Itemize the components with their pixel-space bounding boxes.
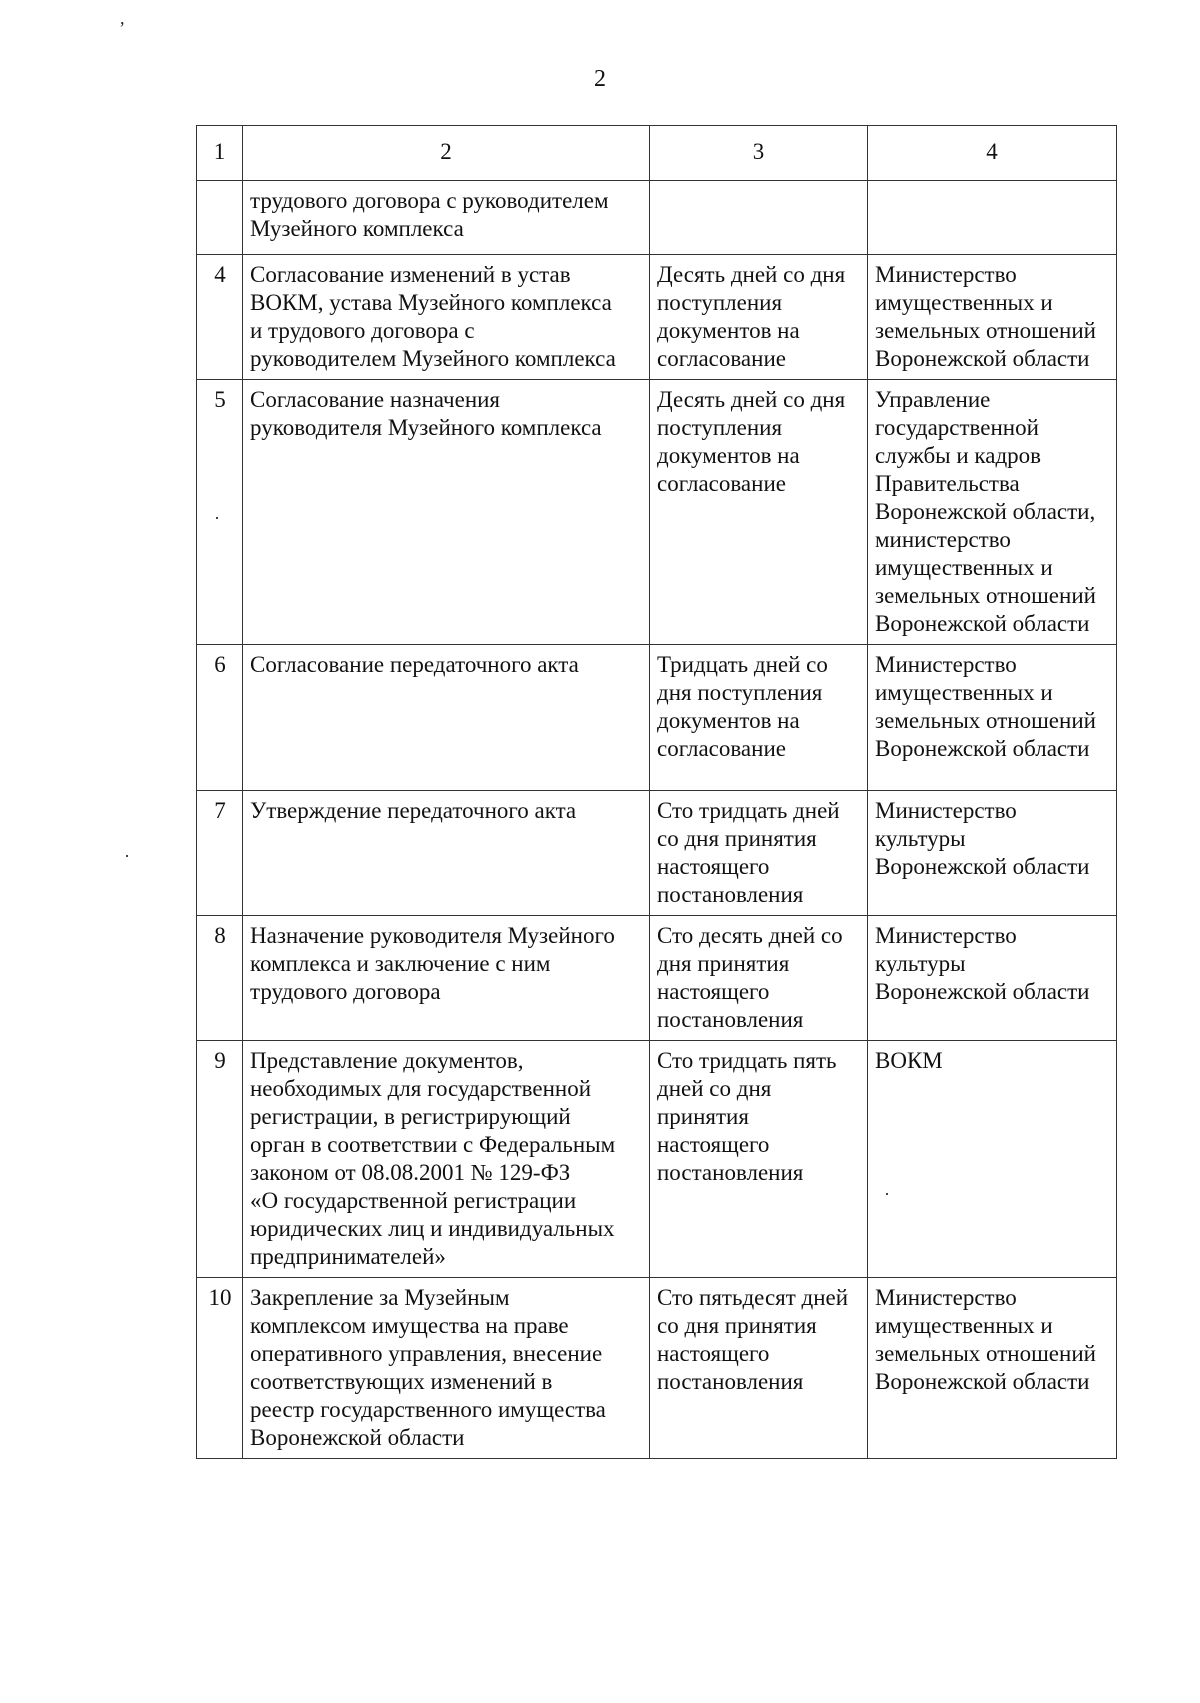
row-action: [243, 791, 650, 916]
row-responsible: [868, 1278, 1117, 1459]
row-term-text: Десять дней со дня поступления документов на согласование: [657, 387, 846, 496]
row-term-text: Сто пятьдесят дней со дня принятия настоящего постановления: [657, 1285, 849, 1394]
table-row: [197, 645, 1117, 791]
row-number: [197, 916, 243, 1041]
column-header-responsible: 4: [868, 126, 1117, 181]
row-number: [197, 255, 243, 380]
row-number: [197, 645, 243, 791]
row-number: [197, 791, 243, 916]
table-row: [197, 181, 1117, 255]
row-responsible: [868, 380, 1117, 645]
row-number-text: 4: [214, 262, 226, 287]
row-term-text: Тридцать дней со дня поступления документов на согласование: [657, 652, 828, 761]
column-header-number: 1: [197, 126, 243, 181]
row-responsible: [868, 645, 1117, 791]
row-responsible-text: Управление государственной службы и кадров Правительства Воронежской области, министерство имущественных и земельных отношений Воронежской области: [875, 387, 1096, 636]
row-number-text: 5: [214, 387, 226, 412]
row-action: [243, 255, 650, 380]
row-responsible-text: Министерство имущественных и земельных отношений Воронежской области: [875, 1285, 1096, 1394]
scan-speck: ·: [884, 1184, 890, 1204]
table-row: [197, 1041, 1117, 1278]
row-responsible: [868, 1041, 1117, 1278]
row-term: [650, 181, 868, 255]
row-number: [197, 181, 243, 255]
row-number: [197, 380, 243, 645]
column-header-term: 3: [650, 126, 868, 181]
row-responsible-text: Министерство культуры Воронежской области: [875, 923, 1090, 1004]
row-term-text: Сто тридцать дней со дня принятия настоящего постановления: [657, 798, 840, 907]
row-action: [243, 1041, 650, 1278]
column-header-action: 2: [243, 126, 650, 181]
row-responsible: [868, 255, 1117, 380]
page-number: 2: [594, 66, 606, 92]
row-term-text: Десять дней со дня поступления документов на согласование: [657, 262, 846, 371]
scan-speck: ·: [214, 508, 220, 528]
row-number: [197, 1278, 243, 1459]
row-number-text: 6: [214, 652, 226, 677]
table-row: [197, 791, 1117, 916]
row-responsible-text: Министерство имущественных и земельных отношений Воронежской области: [875, 262, 1096, 371]
row-number-text: 10: [208, 1285, 232, 1310]
table-row: [197, 1278, 1117, 1459]
row-action: [243, 181, 650, 255]
row-term-text: Сто десять дней со дня принятия настоящего постановления: [657, 923, 843, 1032]
row-action-text: Представление документов, необходимых для государственной регистрации, в регистрирующий орган в соответствии с Федеральным законом от 08.08.2001 № 129-ФЗ «О государственной регистрации юридических лиц и индивидуальных предпринимателей»: [250, 1048, 616, 1269]
row-action: [243, 1278, 650, 1459]
row-action: [243, 916, 650, 1041]
row-term: [650, 791, 868, 916]
table-row: [197, 255, 1117, 380]
row-action-text: Согласование назначения руководителя Музейного комплекса: [250, 387, 602, 440]
row-action-text: Назначение руководителя Музейного комплекса и заключение с ним трудового договора: [250, 923, 615, 1004]
row-term: [650, 916, 868, 1041]
row-responsible-text: Министерство культуры Воронежской области: [875, 798, 1090, 879]
scan-speck: ,: [120, 8, 125, 28]
row-action: [243, 380, 650, 645]
row-number: [197, 1041, 243, 1278]
row-responsible: [868, 181, 1117, 255]
row-action-text: Закрепление за Музейным комплексом имущества на праве оперативного управления, внесение соответствующих изменений в реестр государственного имущества Воронежской области: [250, 1285, 606, 1450]
row-responsible-text: Министерство имущественных и земельных отношений Воронежской области: [875, 652, 1096, 761]
row-responsible: [868, 791, 1117, 916]
measures-table: [196, 125, 1117, 1459]
row-action-text: трудового договора с руководителем Музейного комплекса: [250, 188, 609, 241]
table-row: [197, 916, 1117, 1041]
row-number-text: 8: [214, 923, 226, 948]
row-term: [650, 1278, 868, 1459]
table-header-row: [197, 126, 1117, 181]
row-term-text: Сто тридцать пять дней со дня принятия настоящего постановления: [657, 1048, 837, 1185]
row-responsible-text: ВОКМ: [875, 1048, 943, 1073]
row-number-text: 7: [214, 798, 226, 823]
scan-speck: ·: [124, 846, 130, 866]
row-responsible: [868, 916, 1117, 1041]
row-action-text: Согласование изменений в устав ВОКМ, устава Музейного комплекса и трудового договора с руководителем Музейного комплекса: [250, 262, 616, 371]
row-term: [650, 645, 868, 791]
row-term: [650, 255, 868, 380]
row-action-text: Согласование передаточного акта: [250, 652, 579, 677]
row-action: [243, 645, 650, 791]
row-action-text: Утверждение передаточного акта: [250, 798, 577, 823]
table-row: [197, 380, 1117, 645]
row-term: [650, 1041, 868, 1278]
row-term: [650, 380, 868, 645]
row-number-text: 9: [214, 1048, 226, 1073]
